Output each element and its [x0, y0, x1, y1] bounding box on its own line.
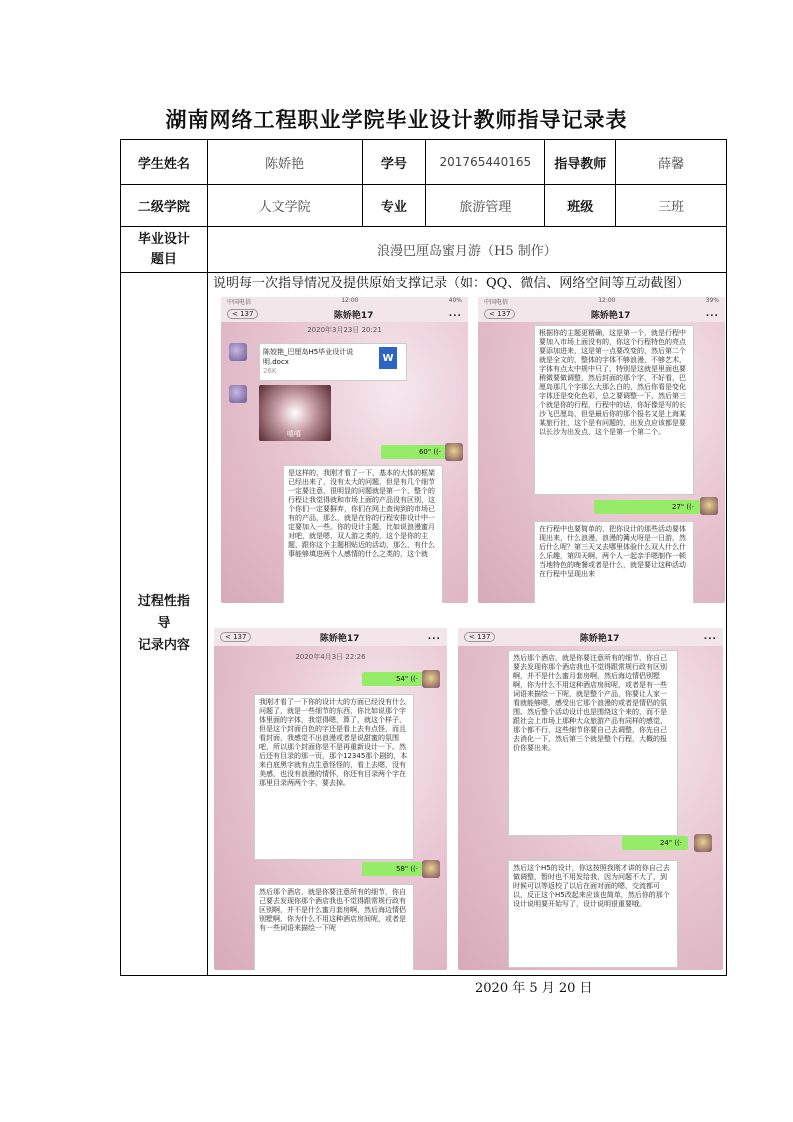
voice-duration: 60": [418, 448, 432, 456]
voice-wave-icon: ((·: [410, 675, 418, 683]
major-label: 专业: [362, 185, 426, 227]
file-name: 陈姣艳_巴厘岛H5毕业设计说明.docx: [263, 348, 354, 366]
voice-message[interactable]: [362, 862, 424, 876]
message-bubble: 是这样的，我刚才看了一下，基本的大体的框架已经出来了，没有太大的问题，但是有几个细节一定要注意，很明显的问题就是第一个，整个的行程让我觉得就和市场上面的产品没有区别，这个你们一定要摒弃，你们在网上查询到的市场已有的产品，那么，就是在你的行程安排设计中一定要加入一些。你的设计主题，比如说浪漫蜜月对吧，就是嗯，双人游之类的，这个是你的主题，跟你这个主题相贴近的活动，那么，有什么事能够填进两个人感情的什么之类的，这个就: [283, 465, 443, 603]
chat-screenshot-2: [478, 297, 725, 603]
voice-duration: 54": [395, 675, 409, 683]
major-value: 旅游管理: [426, 185, 545, 227]
avatar: [229, 385, 247, 403]
carrier: 中国电信: [227, 299, 252, 306]
chat-header: [458, 628, 723, 646]
message-bubble: 然后那个酒店，就是你要注意所有的细节，你自己要去发现你那个酒店我也不觉得跟常规行政有区别啊，并不是什么蜜月套房啊，然后海边情侣别墅啊，你为什么不用这种酒店房间呢，或者是有一些词语来描绘一下呢: [254, 884, 414, 970]
contact-name: 陈娇艳17: [579, 633, 620, 644]
student-name-value: 陈娇艳: [207, 140, 362, 185]
college-label: 二级学院: [121, 185, 208, 227]
process-label-line1: 过程性指: [137, 594, 190, 609]
topic-label-line1: 毕业设计: [137, 231, 190, 247]
back-button[interactable]: < 137: [484, 309, 515, 319]
voice-duration: 58": [395, 865, 409, 873]
status-bar: [221, 297, 468, 306]
contact-name: 陈娇艳17: [319, 633, 360, 644]
voice-wave-icon: ((·: [433, 448, 441, 456]
class-value: 三班: [616, 185, 727, 227]
student-name-label: 学生姓名: [121, 140, 208, 185]
process-label: [121, 273, 208, 976]
page-title: 湖南网络工程职业学院毕业设计教师指导记录表: [165, 108, 628, 132]
chat-screenshot-1: [221, 297, 468, 603]
status-bar: [478, 297, 725, 306]
message-bubble: 然后这个H5的设计，你这按照我刚才讲的你自己去做调整，暂时也不用发给我，因为问题不大了，到时候可以等返校了以后在面对面的嗯，交流都可以，反正这个H5改起来应该也简单，然后你的那个设计说明要开始写了，设计说明很重要哦。: [508, 860, 678, 968]
topic-label-line2: 题目: [150, 251, 177, 267]
voice-message[interactable]: [622, 836, 688, 850]
battery-level: 39%: [705, 297, 719, 304]
more-icon[interactable]: ...: [448, 309, 462, 319]
carrier: 中国电信: [484, 299, 509, 306]
back-button[interactable]: < 137: [464, 632, 495, 642]
chat-timestamp: 2020年4月3日 22:26: [295, 653, 366, 661]
chat-screenshot-4: [458, 628, 723, 970]
topic-label: [121, 227, 208, 273]
back-count: 137: [240, 310, 254, 318]
advisor-label: 指导教师: [545, 140, 616, 185]
voice-message[interactable]: [594, 500, 700, 514]
clock: 12:00: [598, 297, 616, 304]
more-icon[interactable]: ...: [703, 632, 717, 642]
voice-wave-icon: ((·: [686, 503, 694, 511]
chat-timestamp: 2020年3月23日 20:21: [307, 326, 382, 334]
student-id-label: 学号: [362, 140, 426, 185]
avatar: [422, 860, 440, 878]
process-label-line3: 记录内容: [137, 638, 190, 653]
chat-header: [221, 306, 468, 322]
avatar: [229, 343, 247, 361]
message-bubble: 根据你的主题更精确，这是第一个，就是行程中要加入市场上面没有的，你这个行程特色的亮点要添加进来，这是第一点要改变的，然后第二个就是全文的，整体的字体不够浪漫，不够艺术，字体有点太中规中只了，特别是这就是里面也要稍微要做调整，然后封面的那个字，不好看，巴厘岛那几个字那么大那么白的，然后你看是变化字体还是变化色彩，总之要调整一下，然后第三个就是你的行程，行程中的话，你好像是写的长沙飞巴厘岛，但是最后你的那个报名又是上海某某旅行社，这个是有问题的，出发点应该都是要以长沙为出发点，这个是第一个第二个。: [534, 325, 694, 495]
voice-wave-icon: ((·: [674, 839, 682, 847]
back-count: 137: [477, 633, 491, 641]
more-icon[interactable]: ...: [705, 309, 719, 319]
clock: 12:00: [341, 297, 359, 304]
message-bubble: 在行程中也要简单的，把你设计的那些活动要体现出来，什么浪漫，浪漫的篝火呀是一日游，然后什么呢？第三天又去哪里体验什么双人什么什么乐趣，第四天啊，两个人一起亲手嗯制作一顿当地特色的晚餐或者是什么，就是要让这种活动在行程中呈现出来: [534, 521, 694, 603]
voice-duration: 24": [659, 839, 673, 847]
avatar: [445, 443, 463, 461]
advisor-value: 薛馨: [616, 140, 727, 185]
voice-duration: 27": [671, 503, 685, 511]
college-value: 人文学院: [207, 185, 362, 227]
avatar: [700, 497, 718, 515]
contact-name: 陈娇艳17: [333, 310, 374, 321]
process-label-line2: 导: [157, 616, 171, 631]
voice-wave-icon: ((·: [410, 865, 418, 873]
instruction-text: 说明每一次指导情况及提供原始支撑记录（如：QQ、微信、网络空间等互动截图）: [213, 276, 690, 291]
back-button[interactable]: < 137: [227, 309, 258, 319]
chat-header: [214, 628, 447, 646]
back-button[interactable]: < 137: [220, 632, 251, 642]
back-count: 137: [233, 633, 247, 641]
battery-level: 40%: [448, 297, 462, 304]
chat-screenshot-3: [214, 628, 447, 970]
message-bubble: 然后那个酒店，就是你要注意所有的细节，你自己要去发现你那个酒店我也不觉得跟常规行政有区别啊，并不是什么蜜月套房啊，然后海边情侣别墅啊，你为什么不用这种酒店房间呢，或者是有一些词语来描绘一下呢，就是整个产品，你要让人家一看就能够嗯，感受出它那个浪漫的或者是情侣的氛围。然后整个活动设计也是围绕这个来的，而不是跟社会上市场上那种大众旅游产品有同样的感觉，那个都不行，这些细节你要自己去调整，你先自己去消化一下，然后第三个就是整个行程，大概的报价你要出来。: [508, 650, 678, 836]
chat-header: [478, 306, 725, 322]
signature-date: 2020 年 5 月 20 日: [475, 981, 593, 996]
avatar: [694, 834, 712, 852]
avatar: [422, 670, 440, 688]
voice-message[interactable]: [381, 445, 447, 459]
more-icon[interactable]: ...: [427, 632, 441, 642]
student-id-value: 201765440165: [426, 140, 545, 185]
contact-name: 陈娇艳17: [590, 310, 631, 321]
message-bubble: 我刚才看了一下你的设计大的方面已经没有什么问题了，就是一些细节的东西，你比如说那个字体里面的字体，我觉得嗯，算了，就这个样子，但是这个封面白色的字还是看上去有点怪，而且看封面，我感觉不出浪漫或者是说甜蜜的氛围吧，所以那个封面你是不是再重新设计一下。然后还有目录的那一页，那个12345那个剧的，本来白底黑字就有点生意怪怪的，看上去嗯，没有美感，也没有浪漫的情怀，你还有目录两个字在那里目录两两个字，要去掉。: [254, 694, 414, 860]
class-label: 班级: [545, 185, 616, 227]
photo-caption: 嘻嘻: [287, 430, 301, 438]
file-size: 26K: [263, 367, 277, 375]
voice-message[interactable]: [362, 672, 424, 686]
back-count: 137: [497, 310, 511, 318]
word-file-icon: W: [379, 347, 397, 369]
topic-value: 浪漫巴厘岛蜜月游（H5 制作）: [207, 227, 726, 273]
